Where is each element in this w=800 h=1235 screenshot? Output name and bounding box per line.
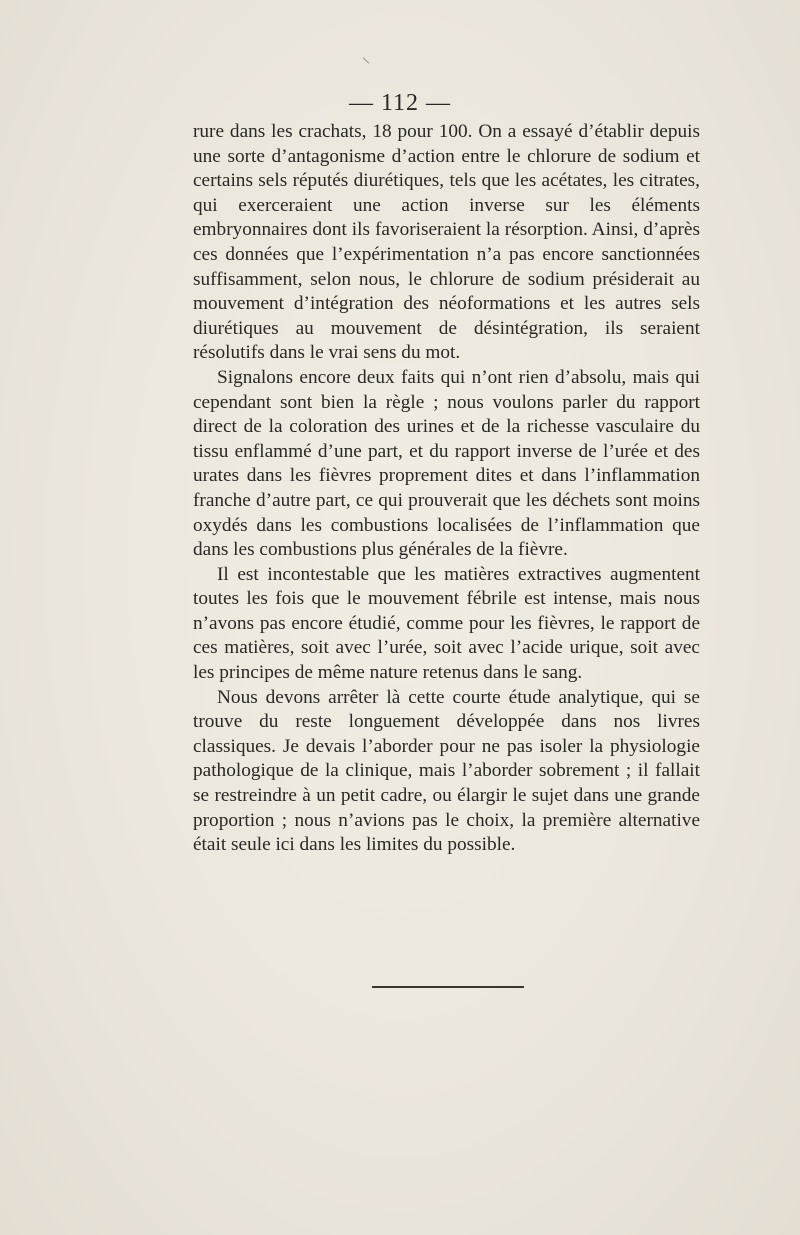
paragraph-2: Signalons encore deux faits qui n’ont rien d’absolu, mais qui cependant sont bien la règle ; nous voulons parler du rapport direct de la coloration des urines et de la richesse vasculaire du tissu enflammé d’une part, et du rapport inverse de l’urée et des urates dans les fièvres proprement dites et dans l’inflammation franche d’autre part, ce qui prouverait que les déchets sont moins oxydés dans les combustions localisées de l’inflammation que dans les combustions plus générales de la fièvre. <box>193 366 700 561</box>
body-text <box>193 120 700 858</box>
page-number: — 112 — <box>348 90 452 116</box>
stray-ink-mark <box>363 57 369 63</box>
paragraph-1: rure dans les crachats, 18 pour 100. On a essayé d’établir depuis une sorte d’antagonisme d’action entre le chlorure de sodium et certains sels réputés diurétiques, tels que les acétates, les citrates, qui exerceraient une action inverse sur les éléments embryonnaires dont ils favoriseraient la résorption. Ainsi, d’après ces données que l’expérimentation n’a pas encore sanctionnées suffisamment, selon nous, le chlorure de sodium présiderait au mouvement d’intégration des néoformations et les autres sels diurétiques au mouvement de désintégration, ils seraient résolutifs dans le vrai sens du mot. <box>193 121 700 364</box>
closing-rule <box>372 986 524 988</box>
paragraph-4: Nous devons arrêter là cette courte étude analytique, qui se trouve du reste longuement développée dans nos livres classiques. Je devais l’aborder pour ne pas isoler la physiologie pathologique de la clinique, mais l’aborder sobrement ; il fallait se restreindre à un petit cadre, ou élargir le sujet dans une grande proportion ; nous n’avions pas le choix, la première alternative était seule ici dans les limites du possible. <box>193 686 700 856</box>
paragraph-3: Il est incontestable que les matières extractives augmentent toutes les fois que le mouvement fébrile est intense, mais nous n’avons pas encore étudié, comme pour les fièvres, le rapport de ces matières, soit avec l’urée, soit avec l’acide urique, soit avec les principes de même nature retenus dans le sang. <box>193 563 700 684</box>
